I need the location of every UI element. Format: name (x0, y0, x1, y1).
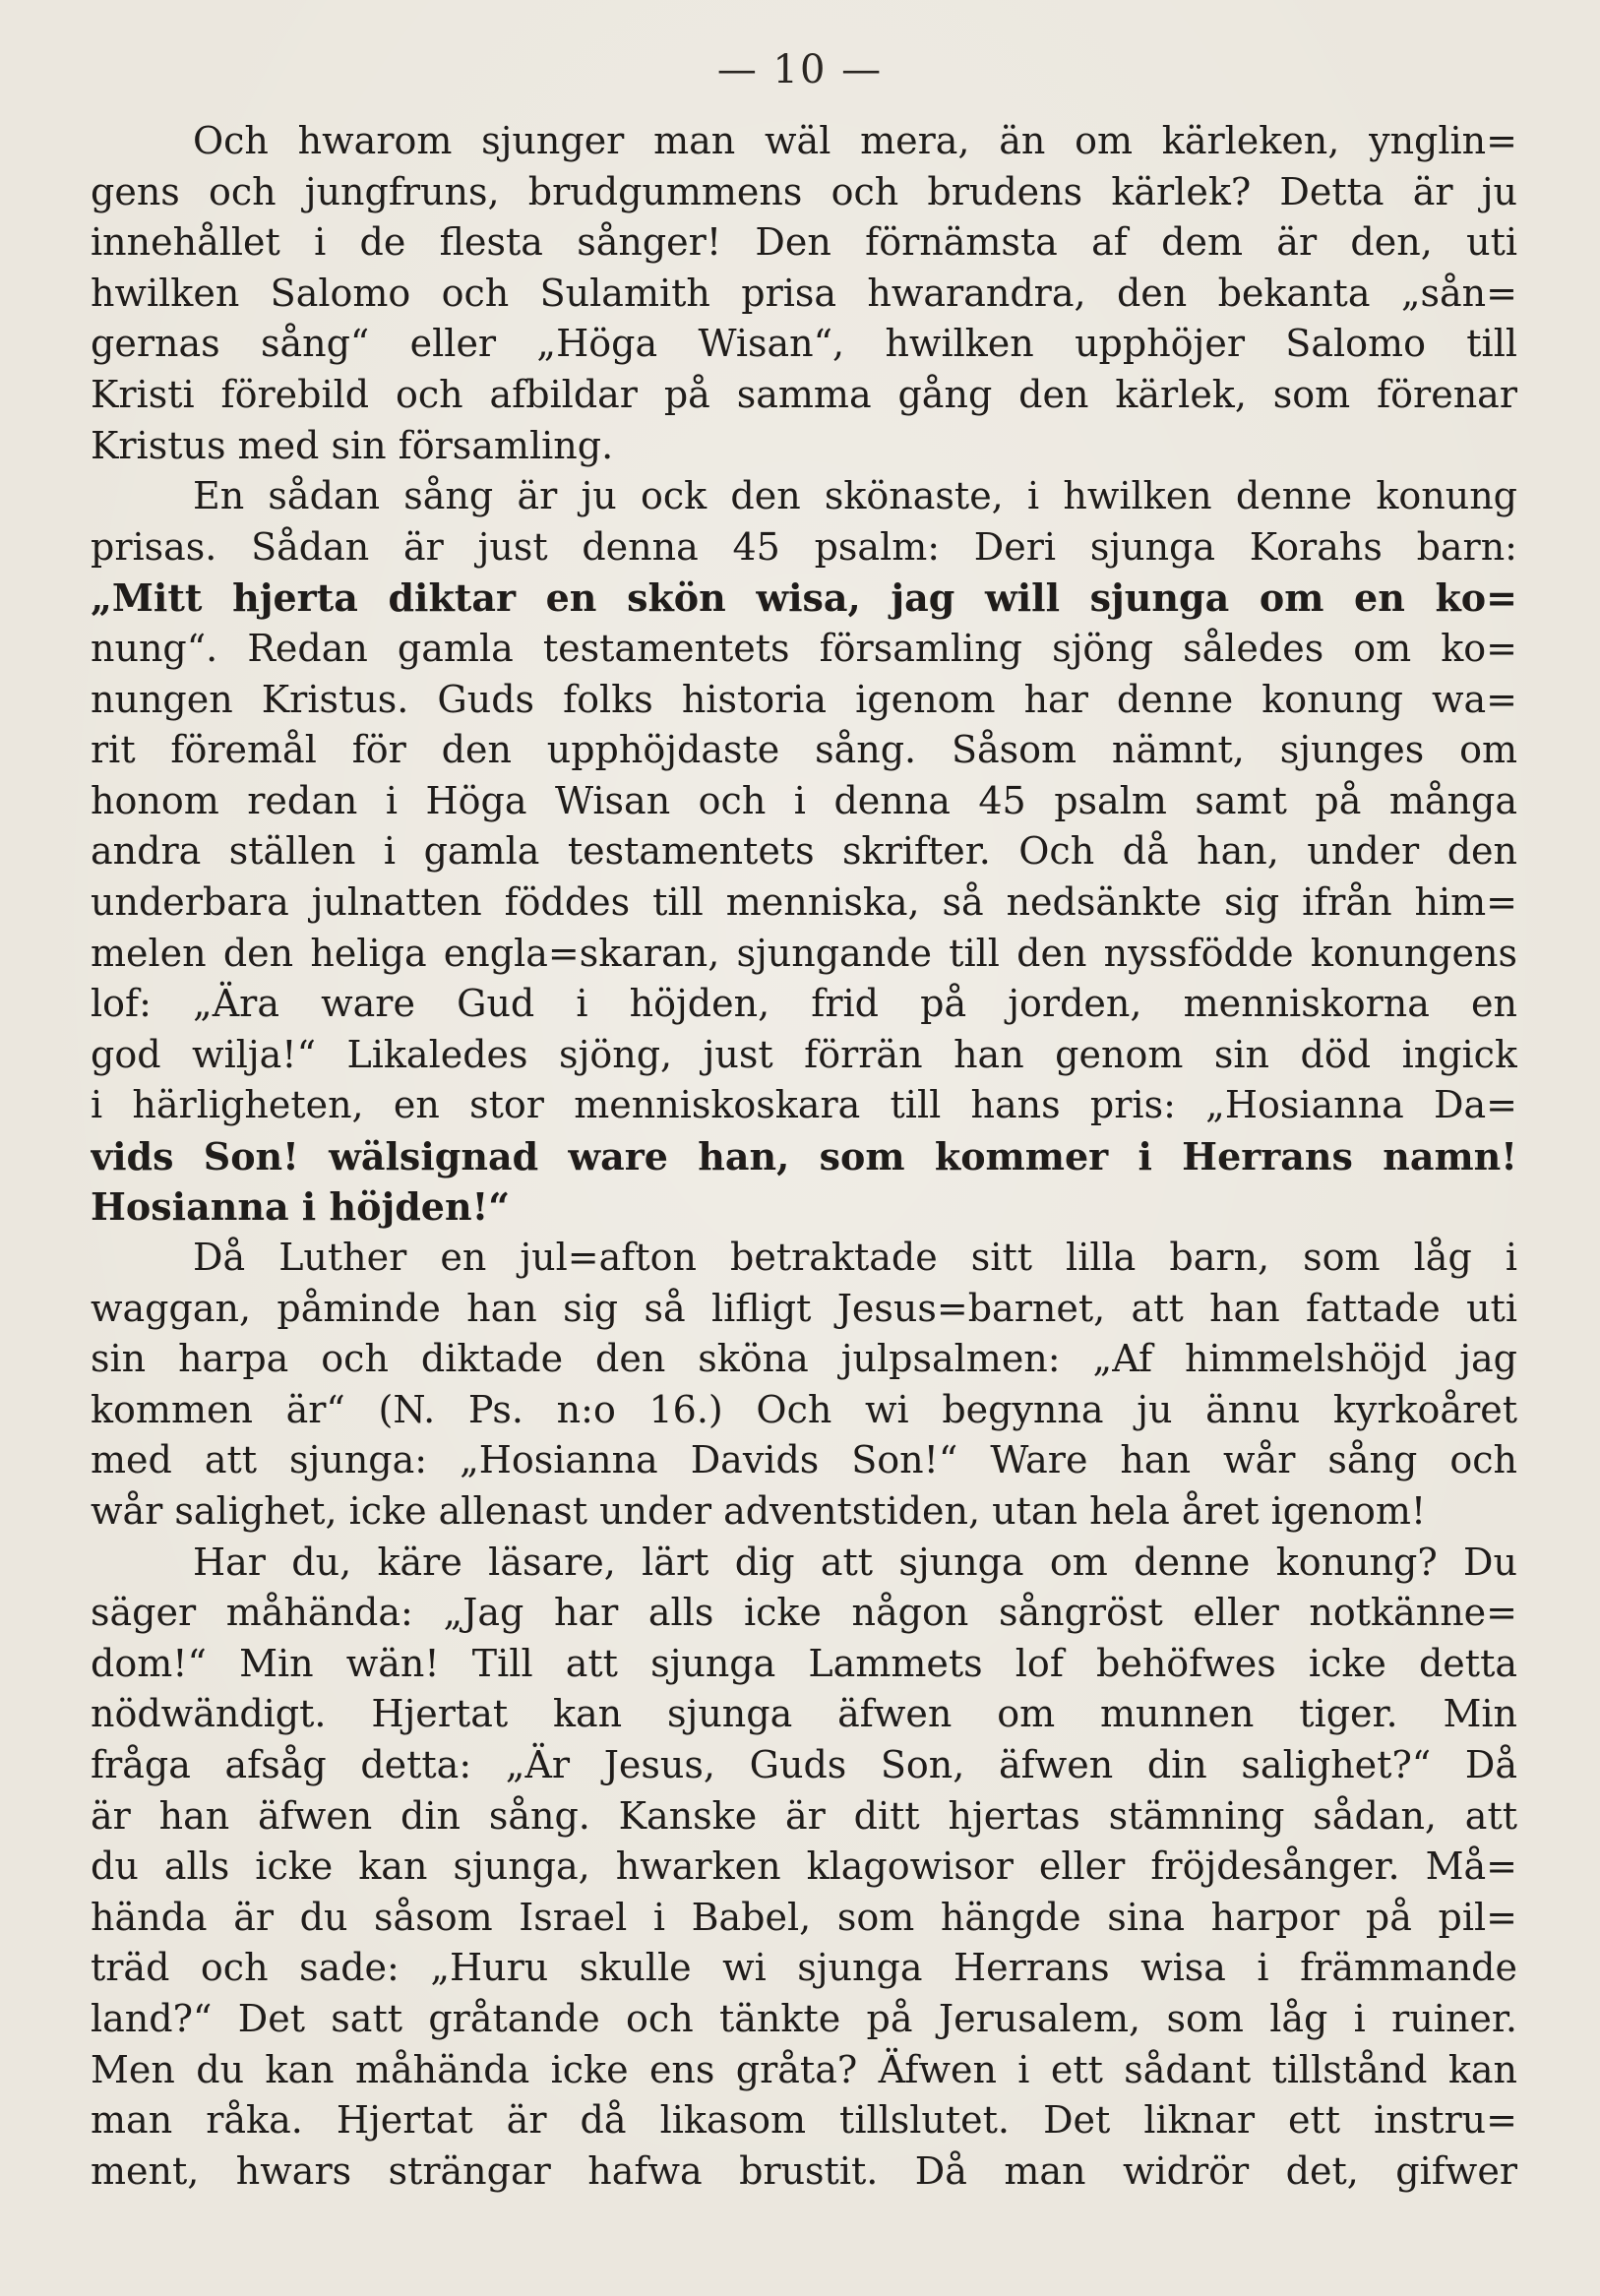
text-line: innehållet i de flesta sånger! Den förnämsta af dem är den, uti (91, 220, 1517, 265)
text-line: hända är du såsom Israel i Babel, som hängde sina harpor på pil= (91, 1895, 1517, 1939)
text-line: med att sjunga: „Hosianna Davids Son!“ Ware han wår sång och (91, 1438, 1517, 1482)
text-line: nungen Kristus. Guds folks historia igenom har denne konung wa= (91, 677, 1517, 721)
text-line: träd och sade: „Huru skulle wi sjunga Herrans wisa i främmande (91, 1946, 1517, 1990)
text-line: rit föremål för den upphöjdaste sång. Såsom nämnt, sjunges om (91, 728, 1517, 772)
text-line: Har du, käre läsare, lärt dig att sjunga om denne konung? Du (193, 1540, 1517, 1584)
text-line: underbara julnatten föddes till menniska, så nedsänkte sig ifrån him= (91, 879, 1517, 924)
text-line: Kristi förebild och afbildar på samma gång den kärlek, som förenar (91, 372, 1517, 416)
text-line: Hosianna i höjden!“ (91, 1184, 511, 1230)
text-line: man råka. Hjertat är då likasom tillslutet. Det liknar ett instru= (91, 2098, 1517, 2143)
text-line: andra ställen i gamla testamentets skrifter. Och då han, under den (91, 829, 1517, 874)
text-line: i härligheten, en stor menniskoskara till hans pris: „Hosianna Da= (91, 1083, 1517, 1127)
text-line: Då Luther en jul=afton betraktade sitt lilla barn, som låg i (193, 1236, 1517, 1280)
text-line: är han äfwen din sång. Kanske är ditt hjertas stämning sådan, att (91, 1793, 1517, 1838)
text-line: Kristus med sin församling. (91, 423, 614, 467)
text-line: sin harpa och diktade den sköna julpsalmen: „Af himmelshöjd jag (91, 1337, 1517, 1381)
text-line: fråga afsåg detta: „Är Jesus, Guds Son, äfwen din salighet?“ Då (91, 1743, 1517, 1786)
page-number: — 10 — (716, 47, 884, 92)
text-line: ment, hwars strängar hafwa brustit. Då man widrör det, gifwer (91, 2148, 1517, 2193)
text-line: prisas. Sådan är just denna 45 psalm: Deri sjunga Korahs barn: (91, 524, 1517, 569)
text-line: gens och jungfruns, brudgummens och brudens kärlek? Detta är ju (91, 169, 1517, 213)
text-line: du alls icke kan sjunga, hwarken klagowisor eller fröjdesånger. Må= (91, 1844, 1517, 1889)
text-line: gernas sång“ eller „Höga Wisan“, hwilken upphöjer Salomo till (91, 322, 1517, 366)
text-line: hwilken Salomo och Sulamith prisa hwarandra, den bekanta „sån= (91, 271, 1517, 315)
text-line: säger måhända: „Jag har alls icke någon sångröst eller notkänne= (91, 1591, 1517, 1635)
text-line: „Mitt hjerta diktar en skön wisa, jag will sjunga om en ko= (91, 575, 1517, 621)
text-line: lof: „Ära ware Gud i höjden, frid på jorden, menniskorna en (91, 982, 1517, 1026)
text-line: nödwändigt. Hjertat kan sjunga äfwen om munnen tiger. Min (91, 1692, 1517, 1736)
text-line: En sådan sång är ju ock den skönaste, i hwilken denne konung (193, 474, 1517, 518)
text-line: Och hwarom sjunger man wäl mera, än om kärleken, ynglin= (193, 119, 1517, 162)
text-line: melen den heliga engla=skaran, sjungande till den nyssfödde konungens (91, 931, 1517, 975)
text-line: waggan, påminde han sig så lifligt Jesus=barnet, att han fattade uti (91, 1286, 1517, 1330)
text-line: wår salighet, icke allenast under adventstiden, utan hela året igenom! (91, 1489, 1427, 1534)
text-line: god wilja!“ Likaledes sjöng, just förrän han genom sin död ingick (91, 1032, 1517, 1076)
text-line: honom redan i Höga Wisan och i denna 45 psalm samt på många (91, 778, 1517, 822)
text-line: dom!“ Min wän! Till att sjunga Lammets lof behöfwes icke detta (91, 1641, 1517, 1685)
text-line: Men du kan måhända icke ens gråta? Äfwen i ett sådant tillstånd kan (91, 2047, 1517, 2091)
body-text (91, 116, 1517, 2197)
text-line: kommen är“ (N. Ps. n:o 16.) Och wi begynna ju ännu kyrkoåret (91, 1387, 1517, 1431)
text-line: vids Son! wälsignad ware han, som kommer i Herrans namn! (91, 1133, 1517, 1178)
text-line: nung“. Redan gamla testamentets församling sjöng således om ko= (91, 626, 1517, 670)
text-line: land?“ Det satt gråtande och tänkte på Jerusalem, som låg i ruiner. (91, 1996, 1517, 2040)
